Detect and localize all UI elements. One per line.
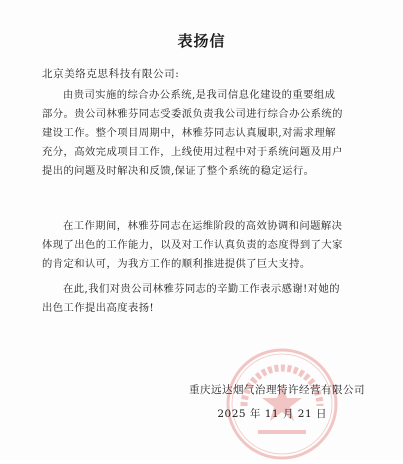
- paragraph-line: 在此,我们对贵公司林雅芬同志的辛勤工作表示感谢!对她的: [63, 283, 340, 295]
- letter-title: 表扬信: [177, 32, 226, 50]
- paragraph-line: 出色工作提出高度表扬!: [42, 302, 155, 314]
- paragraph-line: 由贵司实施的综合办公系统,是我司信息化建设的重要组成: [63, 89, 336, 101]
- signature-date: 2025 年 11 月 21 日: [217, 408, 327, 420]
- paragraph-line: 建设工作。整个项目周期中，林雅芬同志认真履职,对需求理解: [42, 127, 336, 139]
- paragraph-line: 体现了出色的工作能力，以及对工作认真负责的态度得到了大家: [42, 239, 343, 251]
- signature-organization: 重庆远达烟气治理特许经营有限公司: [189, 384, 365, 396]
- paragraph-line: 提出的问题及时解决和反馈,保证了整个系统的稳定运行。: [42, 165, 315, 177]
- paragraph-line: 充分，高效完成项目工作，上线使用过程中对于系统问题及用户: [42, 146, 343, 158]
- paragraph-line: 部分。贵公司林雅芬同志受委派负责我公司进行综合办公系统的: [42, 108, 343, 120]
- paragraph-2: [42, 217, 372, 274]
- paragraph-line: 在工作期间，林雅芬同志在运维阶段的高效协调和问题解决: [63, 220, 343, 232]
- salutation: 北京美络克思科技有限公司:: [42, 68, 180, 80]
- official-seal-icon: [222, 344, 342, 464]
- paragraph-3: [42, 280, 372, 318]
- paragraph-line: 的肯定和认可，为我方工作的顺利推进提供了巨大支持。: [42, 258, 311, 270]
- paragraph-1: [42, 86, 372, 181]
